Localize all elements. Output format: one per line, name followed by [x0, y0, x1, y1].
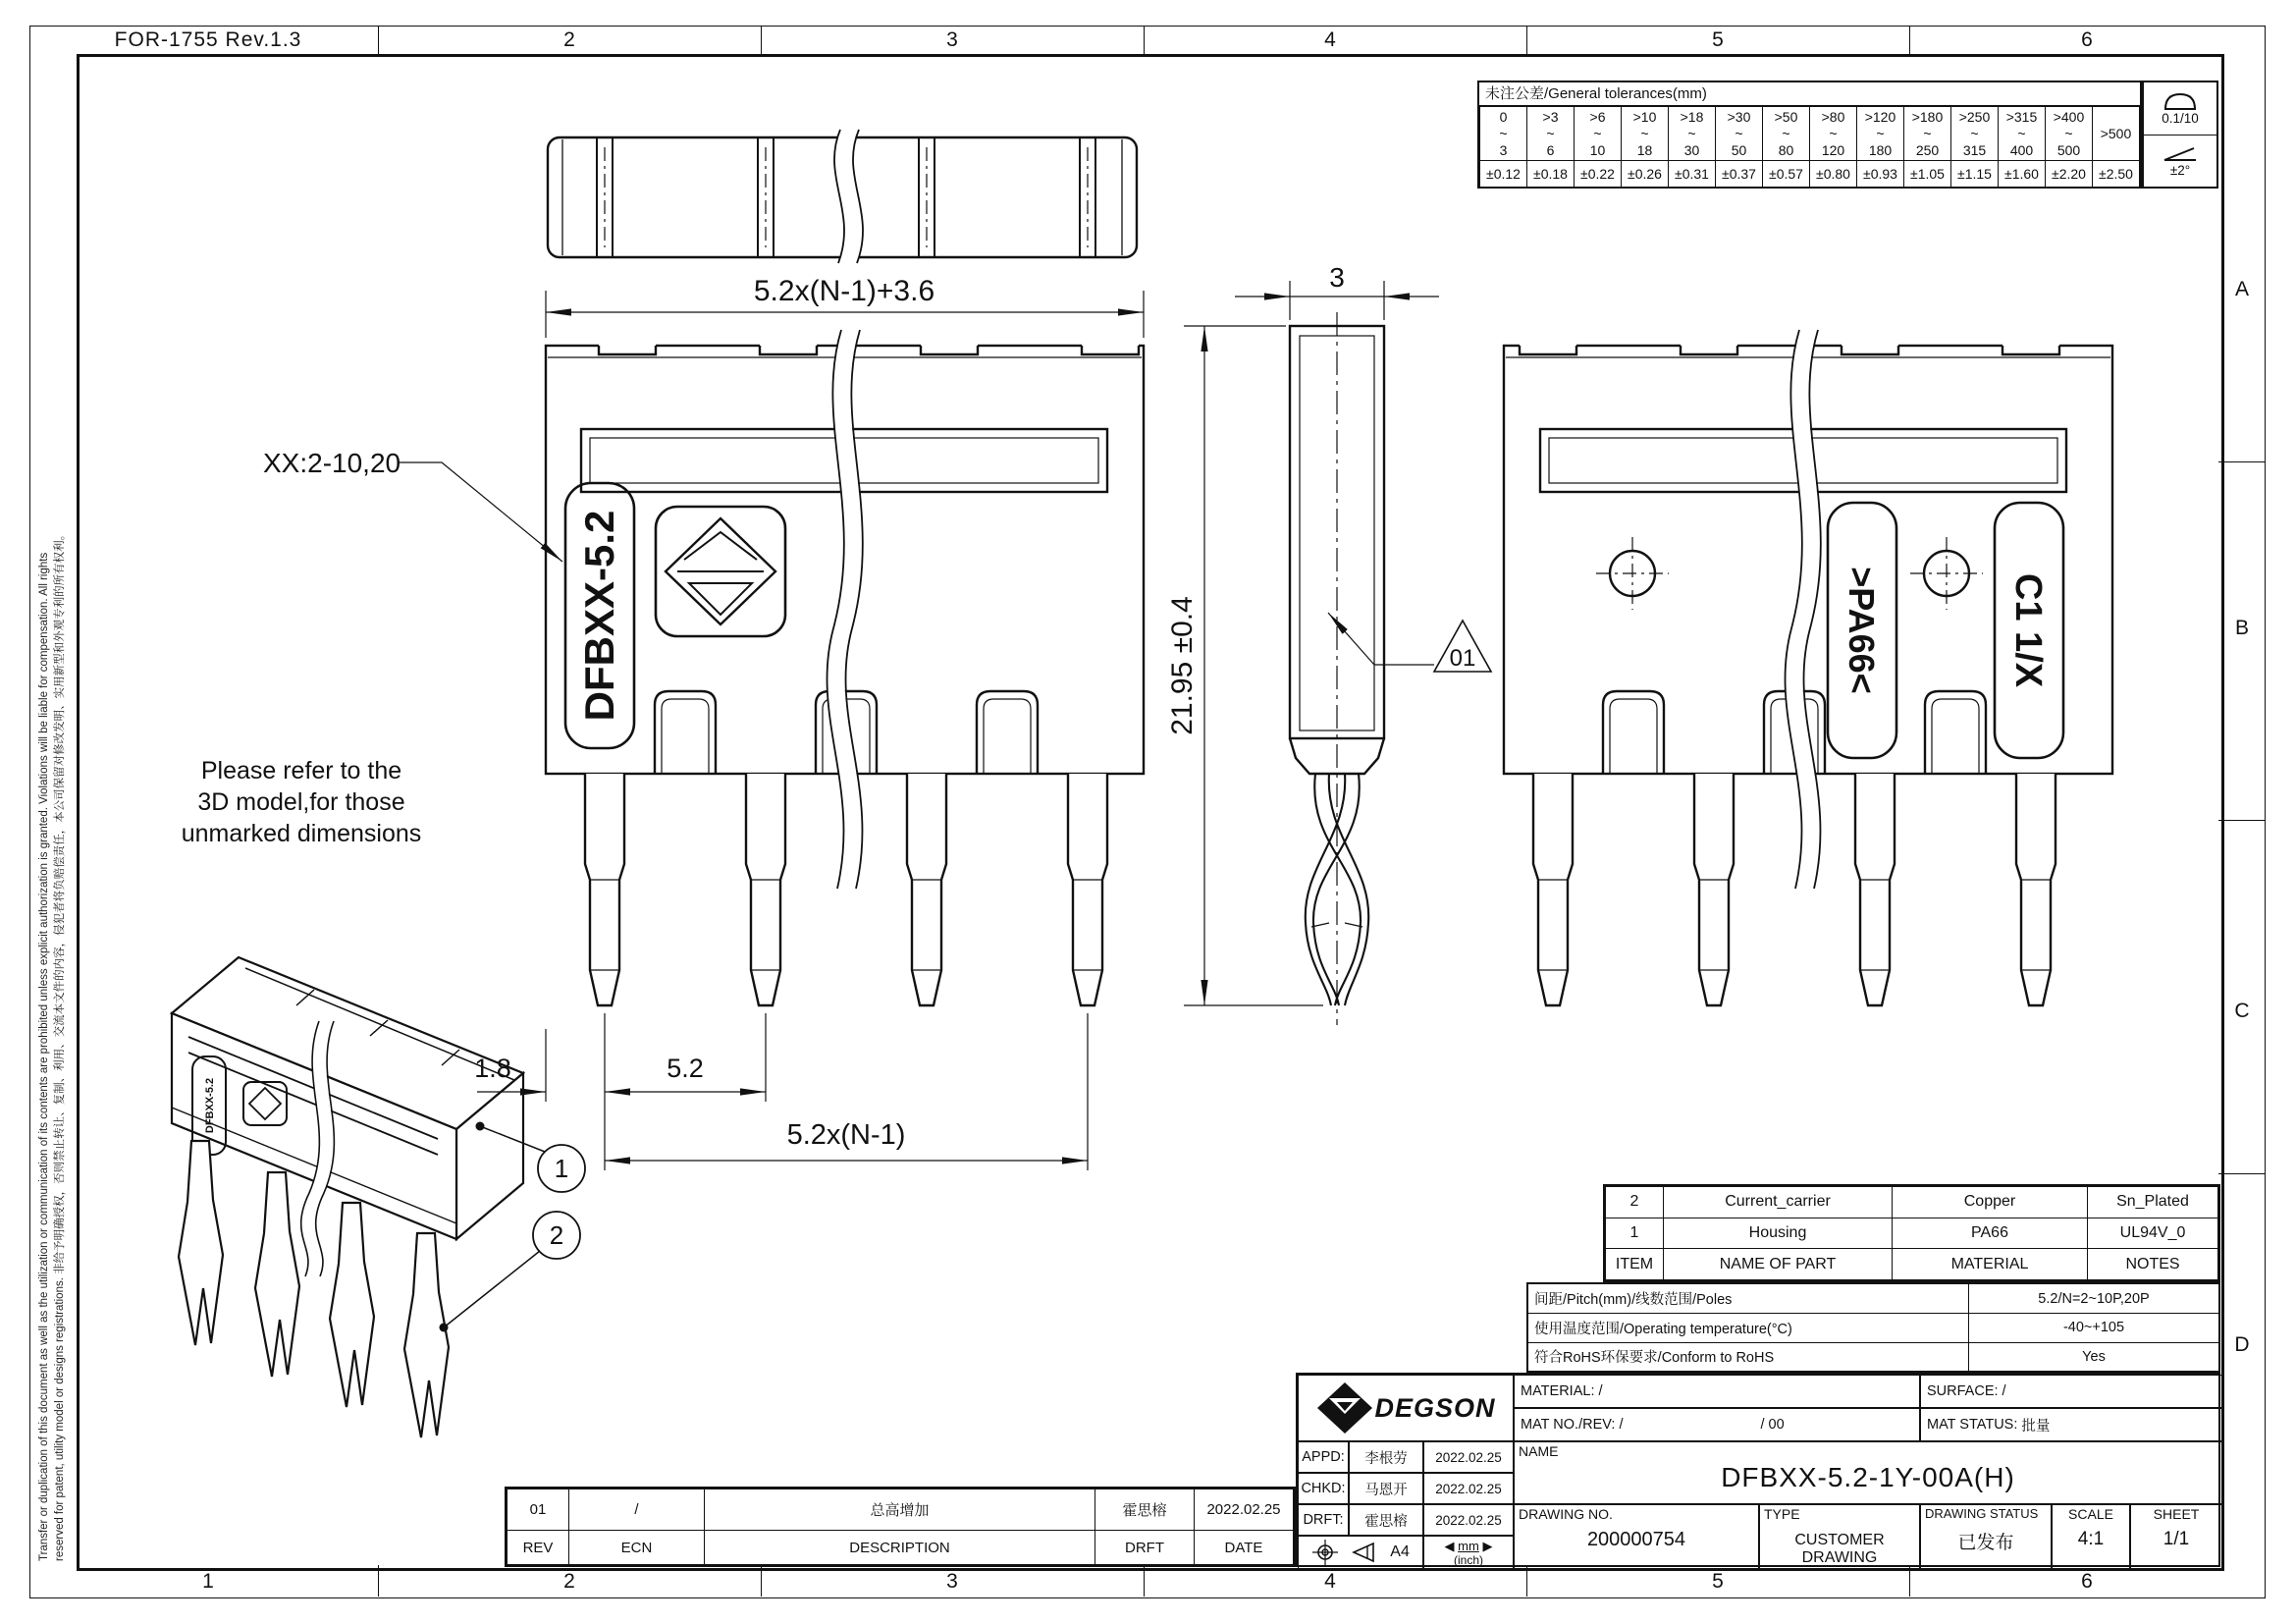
- drawing-type: CUSTOMER DRAWING: [1794, 1532, 1885, 1566]
- type-cell: TYPE CUSTOMER DRAWING: [1759, 1504, 1920, 1569]
- ejector-mark: [1596, 537, 1669, 610]
- side-view: [1290, 312, 1384, 1025]
- back-view: [1504, 330, 2112, 1005]
- contact-pins: [1533, 774, 2056, 1005]
- grid-col-label: 6: [2081, 1570, 2093, 1593]
- cavity-marking: [1995, 503, 2063, 758]
- form-reference: FOR-1755 Rev.1.3: [114, 28, 302, 51]
- top-view: [548, 130, 1137, 263]
- chkd-date: 2022.02.25: [1423, 1473, 1514, 1504]
- material-marking: [1828, 503, 1896, 758]
- balloon-1-number: 1: [554, 1154, 569, 1183]
- mat-no-field: MAT NO./REV: / / 00: [1514, 1408, 1920, 1441]
- model-marking-text: DFBXX-5.2: [576, 510, 622, 722]
- dim-overall-width: 5.2x(N-1)+3.6: [753, 275, 935, 307]
- appd-label: APPD:: [1298, 1441, 1349, 1473]
- grid-col-label: 4: [1324, 28, 1336, 51]
- mat-status-field: MAT STATUS: 批量: [1920, 1408, 2222, 1441]
- sheet-number: 1/1: [2163, 1529, 2190, 1549]
- angle-tolerance: ±2°: [2169, 162, 2191, 178]
- ejector-mark: [1910, 537, 1983, 610]
- chkd-label: CHKD:: [1298, 1473, 1349, 1504]
- first-angle-projection-icon: [1311, 1540, 1339, 1565]
- appd-name: 李根劳: [1349, 1441, 1423, 1473]
- grid-col-label: 4: [1324, 1570, 1336, 1593]
- flatness-tolerance: 0.1/10: [2162, 111, 2199, 126]
- grid-col-label: 1: [202, 1570, 214, 1593]
- surface-field: SURFACE: /: [1920, 1375, 2222, 1408]
- brand-name: DEGSON: [1374, 1392, 1496, 1423]
- spec-table: [1526, 1282, 2220, 1373]
- status-cell: DRAWING STATUS 已发布: [1920, 1504, 2052, 1569]
- drawing-status: 已发布: [1957, 1533, 2014, 1553]
- grid-row-label: B: [2234, 617, 2250, 639]
- company-logo: [1298, 1375, 1514, 1441]
- grid-row-label: D: [2234, 1333, 2250, 1356]
- title-block: [1296, 1373, 2220, 1567]
- refer-3d-note: unmarked dimensions: [181, 820, 422, 847]
- degson-logo-icon: [1315, 1379, 1374, 1437]
- appd-date: 2022.02.25: [1423, 1441, 1514, 1473]
- drft-name: 霍思榕: [1349, 1504, 1423, 1536]
- revision-header-row: REV ECN DESCRIPTION DRFT DATE: [507, 1531, 1294, 1565]
- units-cell: ◀ mm ▶ (inch): [1423, 1536, 1514, 1569]
- chkd-name: 马恩开: [1349, 1473, 1423, 1504]
- projection-cell: [1298, 1536, 1423, 1569]
- grid-col-label: 3: [946, 28, 958, 51]
- spec-row: 使用温度范围/Operating temperature(°C) -40~+105: [1528, 1313, 2218, 1341]
- flag-note-number: 01: [1449, 645, 1476, 672]
- dim-thickness: 3: [1329, 262, 1345, 293]
- grid-col-label: 2: [563, 1570, 575, 1593]
- grid-row-label: C: [2234, 1000, 2250, 1022]
- dim-pitch: 5.2: [667, 1054, 704, 1083]
- tolerances-title: 未注公差/General tolerances(mm): [1479, 82, 2140, 106]
- dim-pin-span: 5.2x(N-1): [786, 1119, 906, 1151]
- refer-3d-note: Please refer to the: [200, 757, 402, 785]
- revision-table: [505, 1487, 1296, 1567]
- drft-date: 2022.02.25: [1423, 1504, 1514, 1536]
- paper-size: A4: [1390, 1543, 1410, 1560]
- poles-callout: XX:2-10,20: [263, 448, 401, 478]
- dim-edge-offset: 1.8: [474, 1054, 511, 1083]
- dim-height: 21.95 ±0.4: [1166, 596, 1199, 735]
- model-marking: [565, 483, 634, 748]
- tolerance-values-row: ±0.12 ±0.18 ±0.22 ±0.26 ±0.31 ±0.37 ±0.57 ±0.80 ±0.93 ±1.05 ±1.15 ±1.60 ±2.20 ±2.50: [1480, 161, 2140, 188]
- disclaimer-line: Transfer or duplication of this document as well as the utilization or communication of its contents are prohibited unless explicit authorization is granted. Violations will be liable for compensation. All rights: [38, 552, 50, 1561]
- isometric-view: [172, 957, 523, 1437]
- truncated-cone-icon: [1352, 1542, 1377, 1563]
- part-name-cell: NAME DFBXX-5.2-1Y-00A(H): [1514, 1441, 2222, 1504]
- drawing-no-cell: DRAWING NO. 200000754: [1514, 1504, 1759, 1569]
- grid-col-label: 5: [1712, 1570, 1724, 1593]
- grid-row-label: A: [2234, 278, 2250, 300]
- grid-col-label: 3: [946, 1570, 958, 1593]
- grid-col-label: 6: [2081, 28, 2093, 51]
- table-row: 2 Current_carrier Copper Sn_Plated: [1606, 1187, 2218, 1218]
- material-marking-text: >PA66<: [1842, 567, 1882, 694]
- drft-label: DRFT:: [1298, 1504, 1349, 1536]
- drawing-number: 200000754: [1586, 1529, 1686, 1550]
- spec-row: 间距/Pitch(mm)/线数范围/Poles 5.2/N=2~10P,20P: [1528, 1284, 2218, 1313]
- refer-3d-note: 3D model,for those: [197, 788, 405, 816]
- arrow-left-icon: ◀: [1444, 1539, 1455, 1553]
- balloon-2-number: 2: [549, 1220, 564, 1250]
- drawing-scale: 4:1: [2077, 1529, 2105, 1549]
- disclaimer-line: reserved for patent, utility model or designs registrations. 非给予明确授权，否则禁止转让、复制、利用、交流本文件的内容，侵犯者将负赔偿责任，本公司保留对修改发明、实用新型和外观专利的所有权利。: [54, 528, 66, 1561]
- front-view: [546, 330, 1144, 1005]
- spec-row: 符合RoHS环保要求/Conform to RoHS Yes: [1528, 1342, 2218, 1371]
- tolerance-ranges-row: 0 ~ 3 >3 ~ 6 >6 ~ 10 >10 ~ 18 >18 ~ 30 >30 ~ 50 >50 ~ 80 >80 ~ 120 >120 ~ 180 >180 ~ 250 >250 ~ 315 >315 ~ 400 >400 ~ 500 >500: [1480, 107, 2140, 161]
- cavity-marking-text: C1 1/X: [2007, 572, 2049, 688]
- revision-row: 01 / 总高增加 霍思榕 2022.02.25: [507, 1489, 1294, 1531]
- grid-col-label: 5: [1712, 28, 1724, 51]
- scale-cell: SCALE 4:1: [2052, 1504, 2130, 1569]
- material-field: MATERIAL: /: [1514, 1375, 1920, 1408]
- flag-note: [1328, 613, 1491, 672]
- sheet-cell: SHEET 1/1: [2130, 1504, 2222, 1569]
- arrow-right-icon: ▶: [1482, 1539, 1493, 1553]
- grid-col-label: 2: [563, 28, 575, 51]
- table-row: 1 Housing PA66 UL94V_0: [1606, 1218, 2218, 1249]
- brand-logo-mark: [656, 507, 785, 636]
- iso-model-marking-text: DFBXX-5.2: [204, 1077, 216, 1134]
- table-header-row: ITEM NAME OF PART MATERIAL NOTES: [1606, 1249, 2218, 1280]
- part-name: DFBXX-5.2-1Y-00A(H): [1721, 1462, 2015, 1492]
- parts-table: [1603, 1184, 2220, 1282]
